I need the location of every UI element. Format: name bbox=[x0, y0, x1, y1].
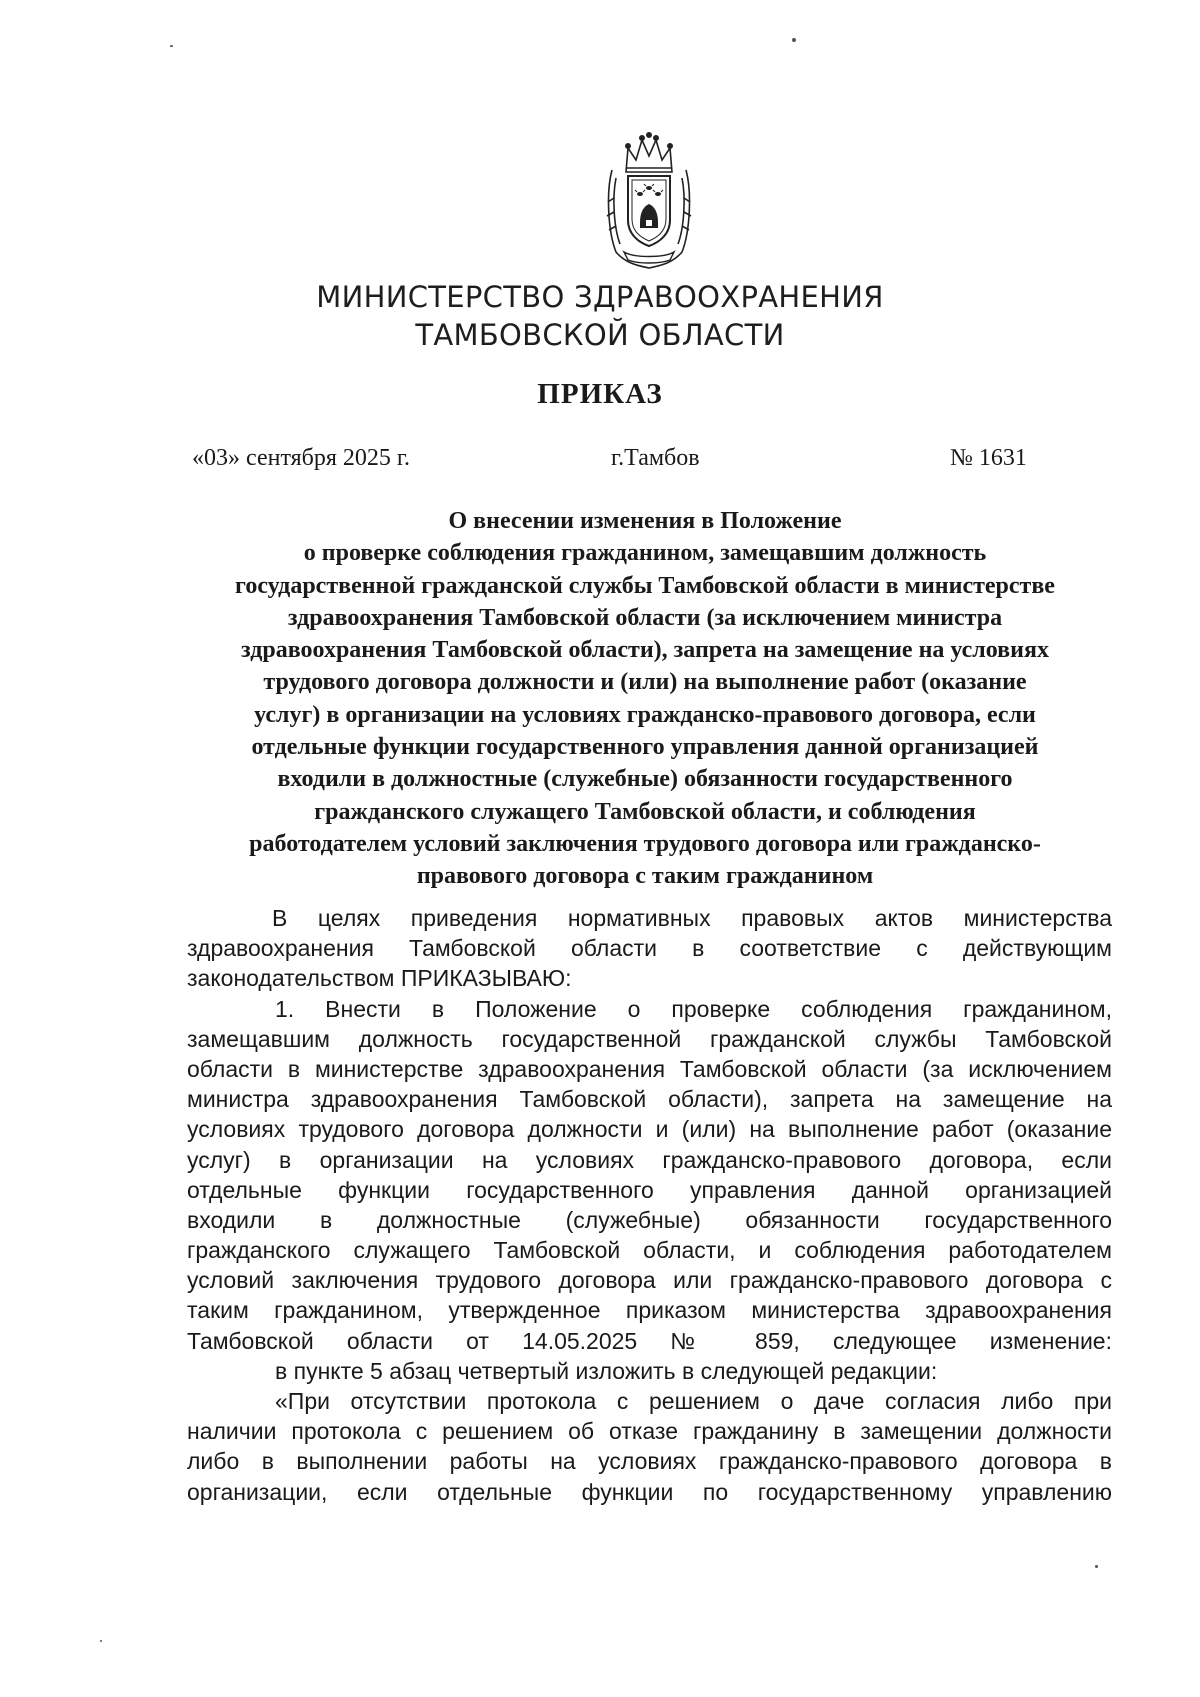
subject-line: о проверке соблюдения гражданином, замещавшим должность bbox=[303, 540, 987, 567]
subject-line: государственной гражданской службы Тамбовской области в министерстве bbox=[235, 572, 1055, 599]
body-line: министра здравоохранения Тамбовской области), запрета на замещение на bbox=[187, 1086, 1112, 1113]
body-line: услуг) в организации на условиях гражданско-правового договора, если bbox=[187, 1146, 1112, 1173]
body-line: организации, если отдельные функции по государственному управлению bbox=[187, 1478, 1112, 1505]
body-line: области в министерстве здравоохранения Тамбовской области (за исключением bbox=[187, 1055, 1112, 1082]
body-line: наличии протокола с решением об отказе гражданину в замещении должности bbox=[187, 1418, 1112, 1445]
body-line: отдельные функции государственного управления данной организацией bbox=[187, 1176, 1112, 1203]
scan-speck bbox=[100, 1640, 102, 1642]
body-line: условий заключения трудового договора или гражданско-правового договора с bbox=[187, 1267, 1112, 1294]
subject-line: трудового договора должности и (или) на выполнение работ (оказание bbox=[263, 669, 1027, 696]
order-city: г.Тамбов bbox=[611, 445, 700, 471]
ministry-name-line2: ТАМБОВСКОЙ ОБЛАСТИ bbox=[415, 318, 785, 352]
subject-line: входили в должностные (служебные) обязанности государственного bbox=[277, 766, 1013, 793]
subject-line: здравоохранения Тамбовской области), запрета на замещение на условиях bbox=[241, 637, 1049, 664]
subject-line: здравоохранения Тамбовской области (за исключением министра bbox=[287, 604, 1003, 631]
body-line: законодательством ПРИКАЗЫВАЮ: bbox=[187, 965, 572, 992]
body-line: В целях приведения нормативных правовых актов министерства bbox=[272, 905, 1112, 931]
subject-line: гражданского служащего Тамбовской области, и соблюдения bbox=[314, 798, 976, 825]
body-line: либо в выполнении работы на условиях гражданско-правового договора в bbox=[187, 1448, 1112, 1475]
subject-line: О внесении изменения в Положение bbox=[448, 508, 842, 534]
body-line: гражданского служащего Тамбовской области, и соблюдения работодателем bbox=[187, 1237, 1112, 1264]
body-line: в пункте 5 абзац четвертый изложить в следующей редакции: bbox=[275, 1357, 938, 1384]
order-subject bbox=[175, 505, 1115, 893]
body-line: 1. Внести в Положение о проверке соблюдения гражданином, bbox=[275, 995, 1112, 1022]
order-body bbox=[187, 903, 1112, 1507]
coat-of-arms-icon bbox=[604, 132, 694, 270]
document-type-title: ПРИКАЗ bbox=[537, 378, 663, 410]
body-line: входили в должностные (служебные) обязанности государственного bbox=[187, 1206, 1112, 1233]
body-line: здравоохранения Тамбовской области в соответствие с действующим bbox=[187, 935, 1112, 962]
scan-speck bbox=[1095, 1565, 1098, 1568]
body-line: Тамбовской области от 14.05.2025 № 859, следующее изменение: bbox=[187, 1327, 1112, 1354]
body-line: таким гражданином, утвержденное приказом министерства здравоохранения bbox=[187, 1297, 1112, 1324]
subject-line: работодателем условий заключения трудового договора или гражданско- bbox=[249, 830, 1041, 857]
subject-line: отдельные функции государственного управления данной организацией bbox=[251, 734, 1039, 761]
body-line: замещавшим должность государственной гражданской службы Тамбовской bbox=[187, 1025, 1112, 1052]
ministry-name-line1: МИНИСТЕРСТВО ЗДРАВООХРАНЕНИЯ bbox=[316, 280, 884, 314]
order-date: «03» сентября 2025 г. bbox=[192, 445, 411, 471]
scan-speck bbox=[170, 45, 173, 47]
scan-speck bbox=[792, 38, 796, 42]
subject-line: услуг) в организации на условиях гражданско-правового договора, если bbox=[254, 701, 1036, 728]
order-number: № 1631 bbox=[950, 445, 1027, 471]
body-line: «При отсутствии протокола с решением о даче согласия либо при bbox=[275, 1388, 1112, 1414]
body-line: условиях трудового договора должности и (или) на выполнение работ (оказание bbox=[187, 1116, 1112, 1143]
subject-line: правового договора с таким гражданином bbox=[416, 863, 874, 890]
